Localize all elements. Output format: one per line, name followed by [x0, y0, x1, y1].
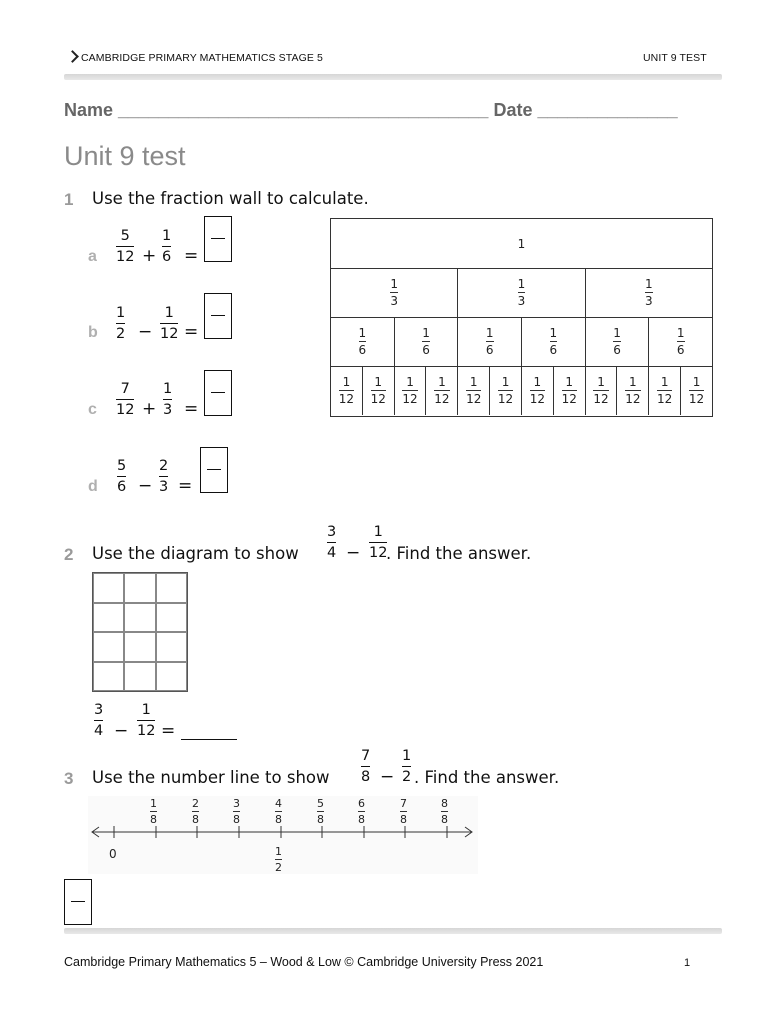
number-line-label: 3 8 [233, 797, 240, 826]
twelfths-grid[interactable] [92, 572, 188, 692]
wall-cell-whole: 1 [517, 236, 526, 251]
q1b-fraction-1: 1 2 [116, 305, 126, 342]
q2-answer-fraction-2: 1 12 [137, 702, 156, 739]
q2-fraction-2: 1 12 [369, 524, 388, 561]
number-line-label: 8 8 [441, 797, 448, 826]
footer-divider [64, 928, 722, 934]
wall-cell-sixth: 1 6 [331, 317, 395, 366]
q2-text-end: . Find the answer. [386, 544, 532, 563]
q1c-fraction-1: 7 12 [116, 381, 135, 418]
wall-cell-twelfth: 1 12 [363, 366, 395, 415]
wall-cell-twelfth: 1 12 [490, 366, 522, 415]
number-line-label: 7 8 [400, 797, 407, 826]
q1c-equals: = [184, 399, 199, 419]
wall-cell-twelfth: 1 12 [554, 366, 586, 415]
wall-cell-third: 1 3 [331, 268, 458, 317]
wall-row-sixths [331, 317, 712, 367]
q2-answer-operator: − [114, 721, 129, 741]
wall-cell-twelfth: 1 12 [331, 366, 363, 415]
page-number: 1 [684, 957, 691, 969]
wall-cell-twelfth: 1 12 [522, 366, 554, 415]
wall-cell-sixth: 1 6 [586, 317, 650, 366]
wall-cell-twelfth: 1 12 [586, 366, 618, 415]
q1d-equals: = [178, 476, 193, 496]
header-divider [64, 74, 722, 80]
q1a-fraction-2: 1 6 [162, 228, 172, 265]
wall-cell-sixth: 1 6 [458, 317, 522, 366]
name-field[interactable]: _____________________________________ [118, 100, 489, 120]
wall-cell-twelfth: 1 12 [688, 375, 705, 406]
q3-fraction-2: 1 2 [402, 748, 412, 785]
q3-text-end: . Find the answer. [414, 768, 560, 787]
q2-fraction-1: 3 4 [327, 524, 337, 561]
q1d-answer-box[interactable] [200, 447, 228, 493]
page-title: Unit 9 test [64, 141, 186, 171]
number-line-label: 5 8 [317, 797, 324, 826]
q1b-fraction-2: 1 12 [160, 305, 179, 342]
number-line-label: 6 8 [358, 797, 365, 826]
number-line-half: 1 2 [275, 845, 282, 874]
q1b-operator: − [138, 322, 153, 342]
header-unit: UNIT 9 TEST [643, 52, 707, 64]
wall-cell-twelfth: 1 12 [649, 366, 681, 415]
q1c-letter: c [88, 401, 97, 418]
wall-cell-sixth: 1 6 [676, 326, 685, 357]
wall-cell-twelfth: 1 12 [617, 366, 649, 415]
name-date-line [64, 100, 678, 121]
q2-operator: − [346, 543, 361, 563]
q1a-operator: + [142, 246, 157, 266]
q1a-answer-box[interactable] [204, 216, 232, 262]
q1d-fraction-1: 5 6 [117, 458, 127, 495]
q1b-letter: b [88, 324, 98, 341]
wall-cell-twelfth: 1 12 [426, 366, 458, 415]
q3-answer-box[interactable] [64, 879, 92, 925]
wall-row-twelfths [331, 366, 712, 415]
q1b-equals: = [184, 322, 199, 342]
number-line-label: 1 8 [150, 797, 157, 826]
q1b-answer-box[interactable] [204, 293, 232, 339]
q1d-operator: − [138, 476, 153, 496]
fraction-wall [330, 218, 713, 417]
q3-text: Use the number line to show [92, 768, 330, 787]
q1d-letter: d [88, 478, 98, 495]
wall-cell-twelfth: 1 12 [395, 366, 427, 415]
q1a-fraction-1: 5 12 [116, 228, 135, 265]
q1c-answer-box[interactable] [204, 370, 232, 416]
number-line-label: 4 8 [275, 797, 282, 826]
q2-number: 2 [64, 545, 74, 564]
number-line-label: 2 8 [192, 797, 199, 826]
wall-cell-twelfth: 1 12 [458, 366, 490, 415]
q1c-fraction-2: 1 3 [163, 381, 173, 418]
wall-cell-third: 1 3 [645, 277, 653, 308]
date-label: Date [493, 100, 533, 120]
wall-cell-third: 1 3 [458, 268, 585, 317]
wall-cell-sixth: 1 6 [522, 317, 586, 366]
q3-operator: − [380, 767, 395, 787]
wall-cell-sixth: 1 6 [395, 317, 459, 366]
wall-row-whole [331, 219, 712, 269]
q3-number: 3 [64, 769, 74, 788]
q2-answer-line[interactable] [181, 739, 237, 740]
q1a-letter: a [88, 248, 97, 265]
wall-row-thirds [331, 268, 712, 318]
q2-text: Use the diagram to show [92, 544, 299, 563]
q1d-fraction-2: 2 3 [159, 458, 169, 495]
q2-answer-equals: = [161, 721, 176, 741]
number-line [88, 820, 478, 844]
name-label: Name [64, 100, 114, 120]
q1-number: 1 [64, 190, 74, 209]
q1-text: Use the fraction wall to calculate. [92, 189, 369, 208]
q3-fraction-1: 7 8 [361, 748, 371, 785]
date-field[interactable]: ______________ [537, 100, 678, 120]
q1a-equals: = [184, 246, 199, 266]
chevron-right-icon [66, 50, 79, 63]
header-title: CAMBRIDGE PRIMARY MATHEMATICS STAGE 5 [81, 52, 323, 64]
q2-answer-fraction-1: 3 4 [94, 702, 104, 739]
footer-copyright: Cambridge Primary Mathematics 5 – Wood & Low © Cambridge University Press 2021 [64, 955, 544, 969]
number-line-zero: 0 [109, 847, 117, 861]
q1c-operator: + [142, 399, 157, 419]
